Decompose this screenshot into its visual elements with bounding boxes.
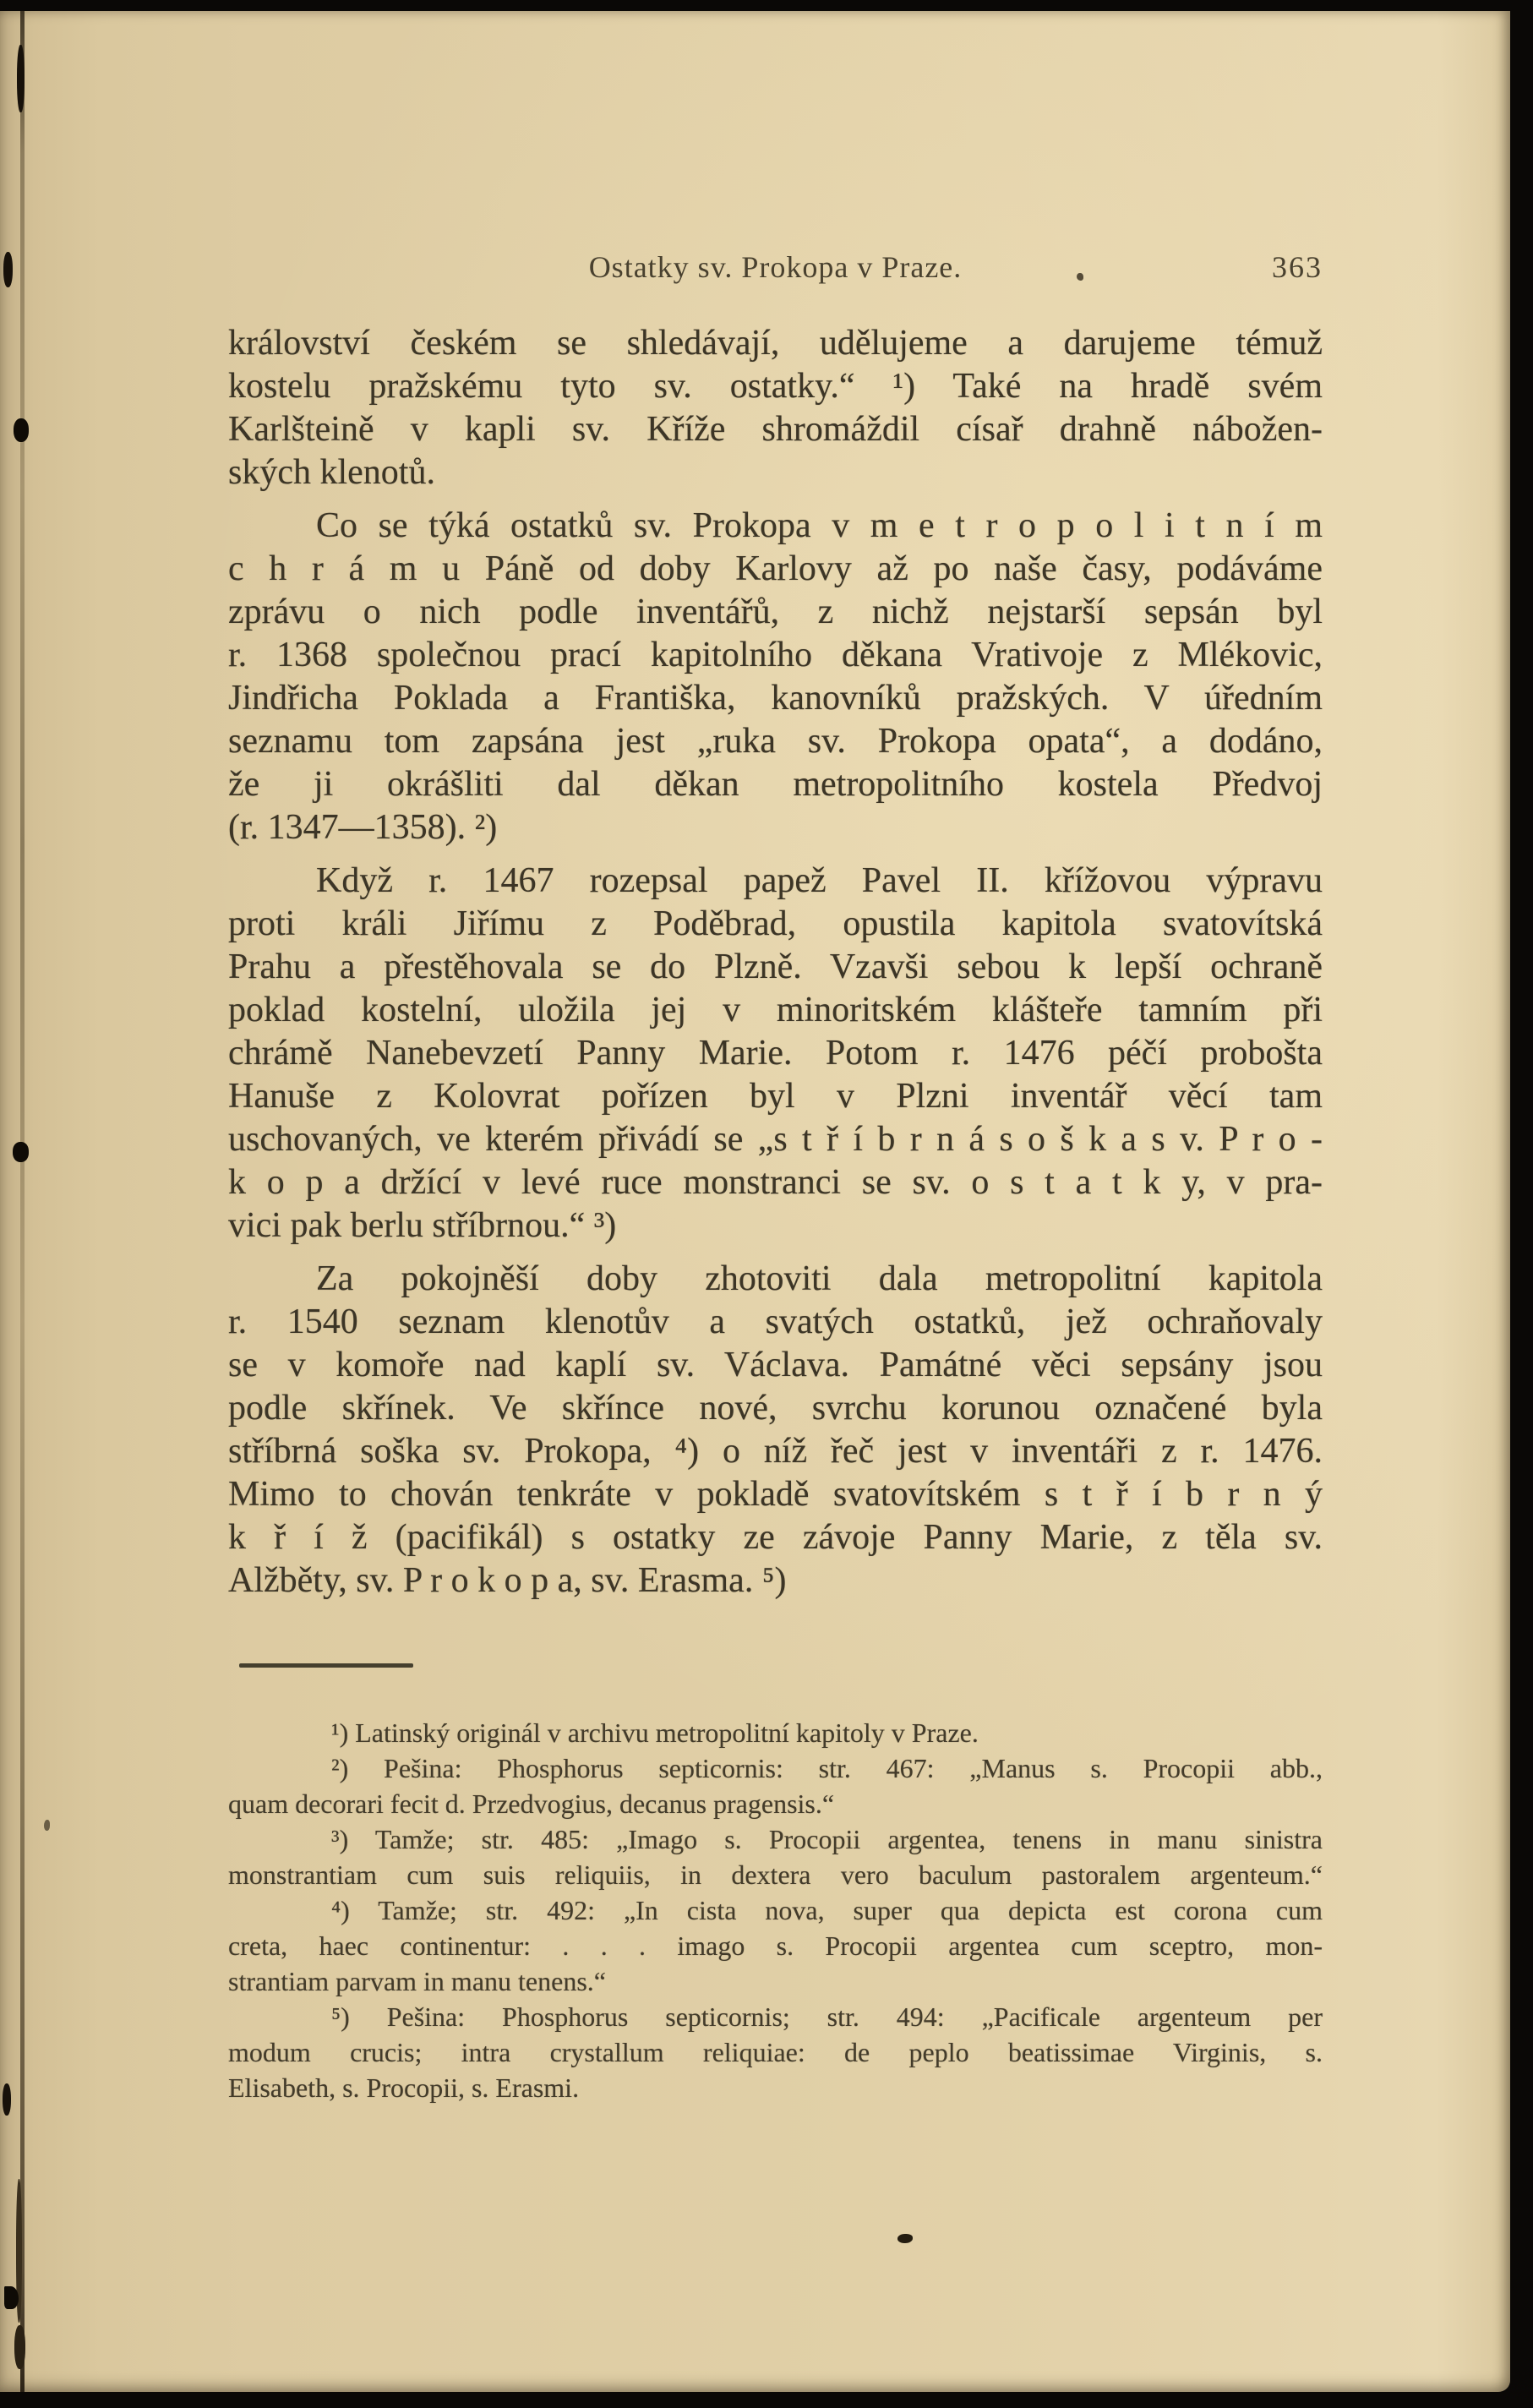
page-number: 363	[1272, 250, 1323, 284]
paragraph	[228, 505, 1323, 849]
ink-speck-header	[1077, 273, 1083, 281]
text-line: chrámě Nanebevzetí Panny Marie. Potom r. 1476 péčí probošta	[228, 1034, 1323, 1073]
ink-smudge	[14, 418, 29, 442]
text-line: (r. 1347—1358). ²)	[228, 808, 498, 847]
paragraph	[228, 860, 1323, 1248]
text-line: Za pokojněší doby zhotoviti dala metropolitní kapitola	[316, 1259, 1323, 1298]
text-line: vici pak berlu stříbrnou.“ ³)	[228, 1206, 617, 1245]
text-line: stříbrná soška sv. Prokopa, ⁴) o níž řeč jest v inventáři z r. 1476.	[228, 1432, 1323, 1471]
text-line: creta, haec continentur: . . . imago s. Procopii argentea cum sceptro, mon-	[228, 1930, 1323, 1961]
text-line: Karlšteině v kapli sv. Kříže shromáždil císař drahně nábožen-	[228, 410, 1323, 449]
text-line: monstrantiam cum suis reliquiis, in dextera vero baculum pastoralem argenteum.“	[228, 1859, 1323, 1890]
ink-smudge	[13, 1142, 29, 1162]
text-line: ⁴) Tamže; str. 492: „In cista nova, super qua depicta est corona cum	[331, 1895, 1323, 1925]
scan-edge-top	[0, 0, 1533, 12]
text-line: se v komoře nad kaplí sv. Václava. Památné věci sepsány jsou	[228, 1346, 1323, 1384]
text-line: ²) Pešina: Phosphorus septicornis: str. 467: „Manus s. Procopii abb.,	[331, 1753, 1323, 1783]
ink-smudge	[3, 2083, 11, 2116]
text-line: Když r. 1467 rozepsal papež Pavel II. křížovou výpravu	[316, 861, 1323, 900]
paper	[0, 11, 1510, 2392]
scan-edge-right	[1509, 0, 1533, 2408]
text-line: ³) Tamže; str. 485: „Imago s. Procopii argentea, tenens in manu sinistra	[331, 1824, 1323, 1854]
text-line: království českém se shledávají, udělujeme a darujeme témuž	[228, 324, 1323, 363]
ink-blot	[897, 2234, 913, 2243]
text-line: Prahu a přestěhovala se do Plzně. Vzavši sebou k lepší ochraně	[228, 947, 1323, 986]
text-line: Hanuše z Kolovrat pořízen byl v Plzni inventář věcí tam	[228, 1077, 1323, 1116]
ink-speck	[44, 1820, 50, 1831]
text-line: quam decorari fecit d. Przedvogius, decanus pragensis.“	[228, 1788, 835, 1819]
text-line: poklad kostelní, uložila jej v minoritském klášteře tamním při	[228, 991, 1323, 1029]
text-line: k o p a držící v levé ruce monstranci se sv. o s t a t k y, v pra-	[228, 1163, 1323, 1202]
running-head	[228, 249, 1323, 290]
paragraph	[228, 1892, 1323, 1999]
scan-edge-bottom	[0, 2389, 1533, 2408]
footnotes	[228, 1715, 1323, 2105]
text-line: ských klenotů.	[228, 453, 435, 492]
text-line: podle skřínek. Ve skřínce nové, svrchu korunou označené byla	[228, 1389, 1323, 1428]
binding-crease	[20, 11, 25, 2392]
text-line: modum crucis; intra crystallum reliquiae: de peplo beatissimae Virginis, s.	[228, 2037, 1323, 2067]
paragraph	[228, 1821, 1323, 1892]
paragraph	[228, 1750, 1323, 1821]
text-line: Elisabeth, s. Procopii, s. Erasmi.	[228, 2072, 580, 2103]
text-line: ⁵) Pešina: Phosphorus septicornis; str. 494: „Pacificale argenteum per	[331, 2001, 1323, 2032]
text-line: zprávu o nich podle inventářů, z nichž nejstarší sepsán byl	[228, 592, 1323, 631]
ink-smudge	[3, 252, 13, 287]
text-line: Jindřicha Poklada a Františka, kanovníků pražských. V úředním	[228, 679, 1323, 718]
text-line: ¹) Latinský originál v archivu metropolitní kapitoly v Praze.	[331, 1717, 979, 1748]
paragraph	[228, 1999, 1323, 2105]
text-line: k ř í ž (pacifikál) s ostatky ze závoje Panny Marie, z těla sv.	[228, 1518, 1323, 1557]
paragraph	[228, 1715, 1323, 1750]
text-line: uschovaných, ve kterém přivádí se „s t ř í b r n á s o š k a s v. P r o -	[228, 1120, 1323, 1159]
text-line: Mimo to chován tenkráte v pokladě svatovítském s t ř í b r n ý	[228, 1475, 1323, 1514]
text-line: strantiam parvam in manu tenens.“	[228, 1966, 606, 1996]
ink-smudge	[14, 2325, 25, 2369]
footnote-separator	[239, 1663, 413, 1668]
text-line: Co se týká ostatků sv. Prokopa v m e t r o p o l i t n í m	[316, 506, 1323, 545]
body-text	[228, 322, 1323, 1613]
text-line: proti králi Jiřímu z Poděbrad, opustila kapitola svatovítská	[228, 904, 1323, 943]
text-line: kostelu pražskému tyto sv. ostatky.“ ¹) Také na hradě svém	[228, 367, 1323, 406]
ink-smudge	[4, 2286, 19, 2309]
text-line: seznamu tom zapsána jest „ruka sv. Prokopa opata“, a dodáno,	[228, 722, 1323, 761]
running-head-title: Ostatky sv. Prokopa v Praze.	[588, 250, 963, 284]
text-line: Alžběty, sv. P r o k o p a, sv. Erasma. ⁵)	[228, 1561, 787, 1600]
paragraph	[228, 1258, 1323, 1603]
text-line: c h r á m u Páně od doby Karlovy až po naše časy, podáváme	[228, 549, 1323, 588]
text-line: že ji okrášliti dal děkan metropolitního kostela Předvoj	[228, 765, 1323, 804]
text-line: r. 1540 seznam klenotův a svatých ostatků, jež ochraňovaly	[228, 1302, 1323, 1341]
ink-smudge	[17, 45, 25, 112]
text-line: r. 1368 společnou prací kapitolního děkana Vrativoje z Mlékovic,	[228, 636, 1323, 674]
paragraph	[228, 322, 1323, 494]
